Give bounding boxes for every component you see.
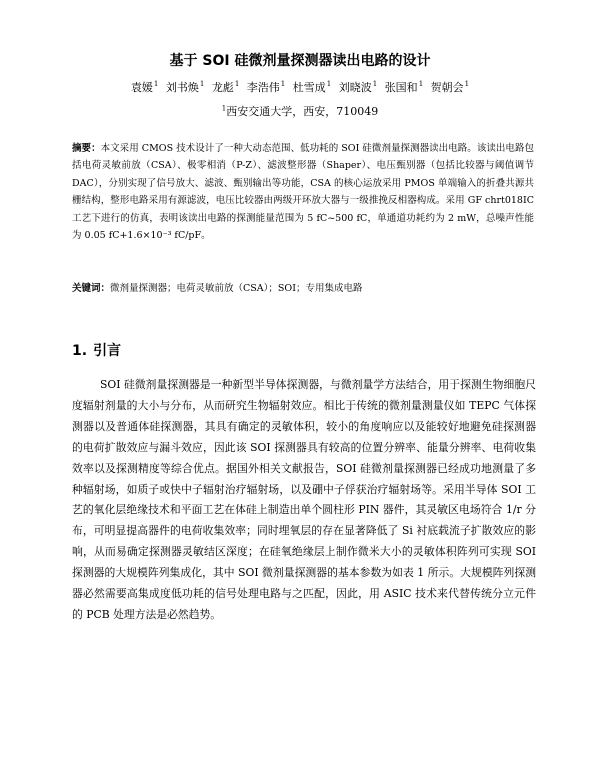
author [212,81,239,94]
author-list [0,79,600,95]
affiliation-mark: 1 [280,80,286,89]
affiliation-mark: 1 [153,80,159,89]
author [166,81,204,94]
author [385,81,423,94]
affiliation-mark: 1 [464,80,470,89]
affiliation-mark: 1 [418,80,424,89]
section-heading [72,340,127,360]
author-name: 龙彪 [211,81,234,94]
affiliation-mark: 1 [372,80,378,89]
affiliation-mark: 1 [199,80,205,89]
paper-title: 基于 SOI 硅微剂量探测器读出电路的设计 [169,53,431,69]
affiliation-mark: 1 [221,104,227,113]
abstract [72,140,534,244]
keywords [72,280,534,294]
author-name: 袁媛 [130,81,153,94]
affiliation-text: 西安交通大学，西安，710049 [226,105,379,118]
author [247,81,285,94]
keywords-label: 关键词： [72,283,111,294]
abstract-label: 摘要： [72,143,101,154]
affiliation-mark: 1 [326,80,332,89]
section-title: 引言 [93,343,122,359]
author-name: 刘晓波 [338,81,372,94]
author-name: 刘书焕 [165,81,199,94]
author [131,81,158,94]
author [293,81,331,94]
affiliation [0,103,600,119]
abstract-text: 本文采用 CMOS 技术设计了一种大动态范围、低功耗的 SOI 硅微剂量探测器读出电路。该读出电路包括电荷灵敏前放（CSA）、极零相消（P-Z）、滤波整形器（Shaper）、电压甄别器（包括比较器与阈值调节 DAC），分别实现了信号放大、滤波、甄别输出等功能，CSA 的核心运放采用 PMOS 单端输入的折叠共源共栅结构，整形电路采用有源滤波，电压比较器由两级开环放大器与一级推挽反相器构成。采用 GF chrt018IC 工艺下进行的仿真，表明该读出电路的探测能量范围为 5 fC~500 fC，单通道功耗约为 2 mW，总噪声性能为 0.05 fC+1.6×10⁻³ fC/pF。 [72,143,534,242]
keywords-text: 微剂量探测器；电荷灵敏前放（CSA）；SOI；专用集成电路 [110,283,363,294]
author-name: 张国和 [384,81,418,94]
author-name: 李浩伟 [246,81,280,94]
author-name: 杜雪成 [292,81,326,94]
affiliation-mark: 1 [234,80,240,89]
author-name: 贺朝会 [430,81,464,94]
author [339,81,377,94]
section-number: 1. [72,343,88,359]
body-text [72,375,536,626]
paragraph: SOI 硅微剂量探测器是一种新型半导体探测器，与微剂量学方法结合，用于探测生物细胞尺度辐射剂量的大小与分布，从而研究生物辐射效应。相比于传统的微剂量测量仪如 TEPC 气体探测器以及普通体硅探测器，其具有确定的灵敏体积，较小的角度响应以及能较好地避免硅探测器的电荷扩散效应与漏斗效应，因此该 SOI 探测器具有较高的位置分辨率、能量分辨率、电荷收集效率以及探测精度等综合优点。据国外相关文献报告，SOI 硅微剂量探测器已经成功地测量了多种辐射场，如质子或快中子辐射治疗辐射场，以及硼中子俘获治疗辐射场等。采用半导体 SOI 工艺的氧化层绝缘技术和平面工艺在体硅上制造出单个圆柱形 PIN 器件，其灵敏区电场符合 1/r 分布，可明显提高器件的电荷收集效率；同时埋氧层的存在显著降低了 Si 衬底载流子扩散效应的影响，从而易确定探测器灵敏结区深度；在硅氧绝缘层上制作微米大小的灵敏体积阵列可实现 SOI 探测器的大规模阵列集成化，其中 SOI 微剂量探测器的基本参数为如表 1 所示。大规模阵列探测器必然需要高集成度低功耗的信号处理电路与之匹配，因此，用 ASIC 技术来代替传统分立元件的 PCB 处理方法是必然趋势。 [72,378,536,621]
author [431,81,469,94]
